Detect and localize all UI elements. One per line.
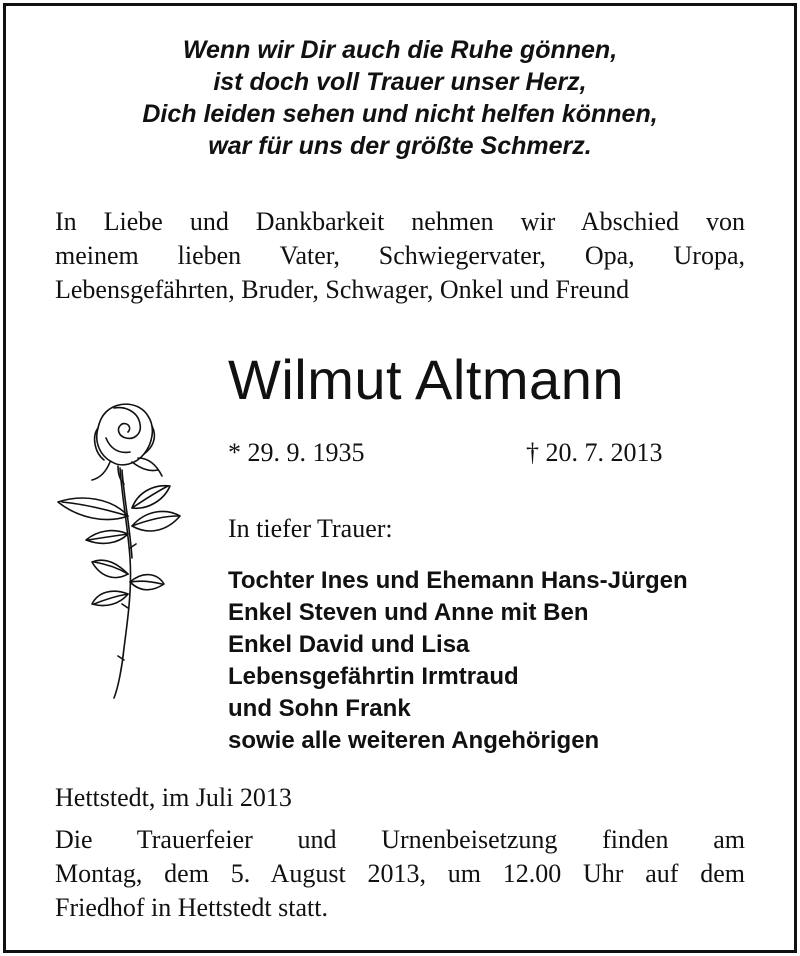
place-date: Hettstedt, im Juli 2013 [55, 783, 292, 812]
poem-line: Dich leiden sehen und nicht helfen können, [142, 100, 658, 128]
service-line: Die Trauerfeier und Urnenbeisetzung finden am [55, 825, 745, 854]
intro-line: In Liebe und Dankbarkeit nehmen wir Abschied von [55, 207, 745, 236]
poem-line: war für uns der größte Schmerz. [208, 132, 592, 160]
poem-line: ist doch voll Trauer unser Herz, [213, 68, 587, 96]
family-member: Tochter Ines und Ehemann Hans-Jürgen [228, 567, 688, 594]
poem [0, 34, 800, 162]
deceased-name: Wilmut Altmann [228, 348, 624, 411]
family-member: und Sohn Frank [228, 695, 411, 722]
service-info [55, 823, 745, 925]
service-line: Montag, dem 5. August 2013, um 12.00 Uhr auf dem [55, 859, 745, 888]
family-member: Lebensgefährtin Irmtraud [228, 663, 519, 690]
family-member: Enkel Steven und Anne mit Ben [228, 599, 589, 626]
death-date: † 20. 7. 2013 [526, 438, 663, 467]
family-member: Enkel David und Lisa [228, 631, 470, 658]
mourning-label: In tiefer Trauer: [228, 514, 393, 543]
intro-text [55, 205, 745, 307]
service-line: Friedhof in Hettstedt statt. [55, 893, 328, 922]
intro-line: meinem lieben Vater, Schwiegervater, Opa, Uropa, [55, 241, 745, 270]
family-member: sowie alle weiteren Angehörigen [228, 727, 600, 754]
family-list [228, 565, 688, 757]
poem-line: Wenn wir Dir auch die Ruhe gönnen, [182, 36, 618, 64]
rose-icon [48, 398, 188, 703]
intro-line: Lebensgefährten, Bruder, Schwager, Onkel und Freund [55, 275, 630, 304]
birth-date: * 29. 9. 1935 [228, 438, 365, 467]
